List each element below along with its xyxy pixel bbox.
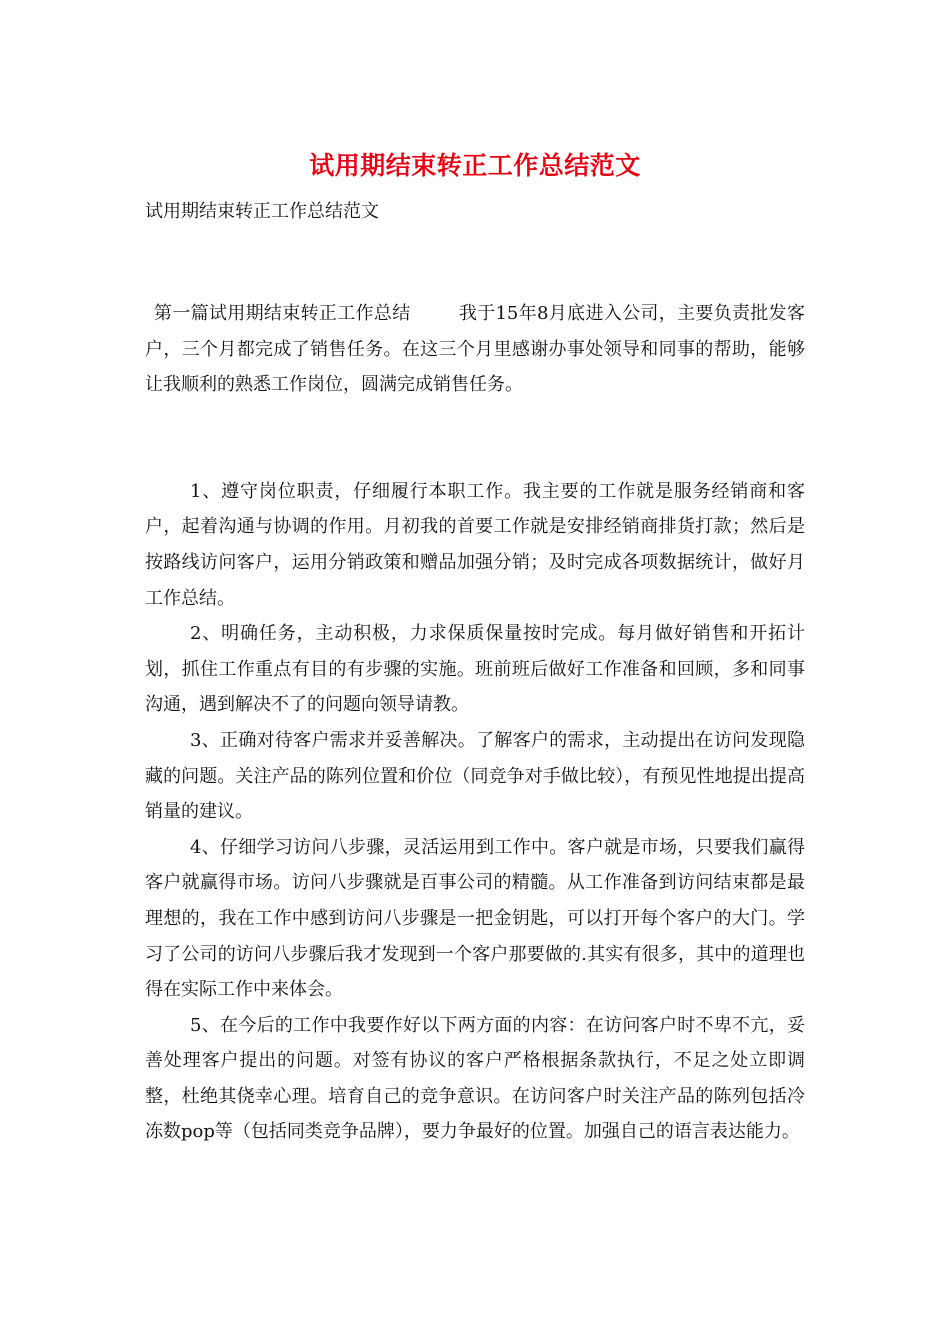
- list-item: 5、在今后的工作中我要作好以下两方面的内容：在访问客户时不卑不亢，妥善处理客户提出的问题。对签有协议的客户严格根据条款执行，不足之处立即调整，杜绝其侥幸心理。培育自己的竞争意识。在访问客户时关注产品的陈列包括冷冻数pop等（包括同类竞争品牌），要力争最好的位置。加强自己的语言表达能力。: [145, 1014, 805, 1143]
- list-item: 3、正确对待客户需求并妥善解决。了解客户的需求，主动提出在访问发现隐藏的问题。关注产品的陈列位置和价位（同竞争对手做比较），有预见性地提出提高销量的建议。: [145, 729, 805, 823]
- intro-text: 我于15年8月底进入公司，主要负责批发客户，三个月都完成了销售任务。在这三个月里感谢办事处领导和同事的帮助，能够让我顺利的熟悉工作岗位，圆满完成销售任务。: [145, 303, 805, 396]
- paragraph-spacer: [145, 403, 805, 474]
- document-title: 试用期结束转正工作总结范文: [309, 151, 641, 180]
- section-heading: 第一篇试用期结束转正工作总结: [154, 303, 411, 324]
- intro-paragraph: [145, 296, 805, 403]
- list-item: 1、遵守岗位职责，仔细履行本职工作。我主要的工作就是服务经销商和客户，起着沟通与协调的作用。月初我的首要工作就是安排经销商排货打款；然后是按路线访问客户，运用分销政策和赠品加强分销；及时完成各项数据统计，做好月工作总结。: [145, 480, 805, 609]
- list-item: 4、仔细学习访问八步骤，灵活运用到工作中。客户就是市场，只要我们赢得客户就赢得市场。访问八步骤就是百事公司的精髓。从工作准备到访问结束都是最理想的，我在工作中感到访问八步骤是一把金钥匙，可以打开每个客户的大门。学习了公司的访问八步骤后我才发现到一个客户那要做的.其实有很多，其中的道理也得在实际工作中来体会。: [145, 836, 805, 1001]
- list-item: 2、明确任务，主动积极，力求保质保量按时完成。每月做好销售和开拓计划，抓住工作重点有目的有步骤的实施。班前班后做好工作准备和回顾，多和同事沟通，遇到解决不了的问题向领导请教。: [145, 623, 805, 716]
- document-subtitle: 试用期结束转正工作总结范文: [145, 201, 379, 222]
- document-body: [145, 296, 805, 1150]
